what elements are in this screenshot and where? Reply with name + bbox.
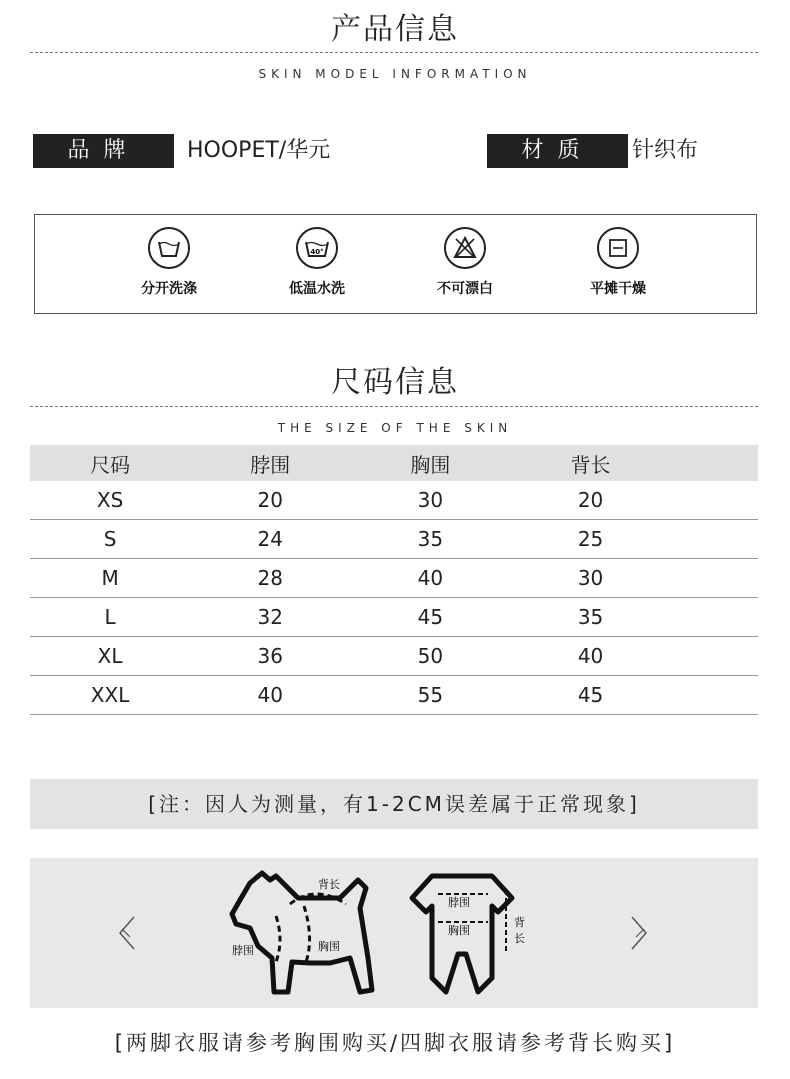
cell-spacer [671,676,758,715]
table-row [30,481,758,520]
svg-text:40°: 40° [310,248,324,256]
svg-text:胸围: 胸围 [318,940,340,953]
cell: 20 [190,481,350,520]
svg-text:背长: 背长 [318,878,340,891]
cell-spacer [671,598,758,637]
chevron-left-icon[interactable] [116,913,140,953]
cell: 55 [350,676,510,715]
cell: 24 [190,520,350,559]
table-row [30,637,758,676]
divider [30,406,758,407]
divider [30,52,758,53]
measurement-diagram [30,858,758,1008]
care-item-no-bleach [405,227,525,298]
table-row [30,598,758,637]
dry-flat-icon [597,227,639,269]
table-row [30,520,758,559]
cell: M [30,559,190,598]
cell-spacer [671,481,758,520]
cell: 20 [510,481,670,520]
cell: 35 [350,520,510,559]
cell: 35 [510,598,670,637]
care-label: 不可漂白 [437,281,493,297]
cell: 36 [190,637,350,676]
brand-value: HOOPET/华元 [187,138,331,163]
care-label: 低温水洗 [289,281,345,297]
chevron-right-icon[interactable] [626,913,650,953]
header-back: 背长 [510,445,670,481]
cell: L [30,598,190,637]
cell: 30 [350,481,510,520]
table-header-row [30,445,758,481]
header-neck: 脖围 [190,445,350,481]
cell: 30 [510,559,670,598]
cell: 40 [190,676,350,715]
cell: XXL [30,676,190,715]
care-label: 平摊干燥 [590,281,646,297]
size-table [30,445,758,715]
cell-spacer [671,637,758,676]
cell: 25 [510,520,670,559]
cell: 32 [190,598,350,637]
material-label: 材质 [487,134,628,168]
cell: 45 [510,676,670,715]
purchase-guide-note: [两脚衣服请参考胸围购买/四脚衣服请参考背长购买] [114,1031,676,1055]
cell: 45 [350,598,510,637]
care-item-dry-flat [558,227,678,298]
header-size: 尺码 [30,445,190,481]
header-chest: 胸围 [350,445,510,481]
svg-text:胸围: 胸围 [448,924,470,937]
svg-text:背: 背 [514,916,525,929]
brand-label: 品牌 [33,134,174,168]
care-instructions [34,214,757,314]
care-label: 分开洗涤 [141,281,197,297]
cell: 50 [350,637,510,676]
table-row [30,676,758,715]
size-info-title: 尺码信息 [331,365,459,400]
no-bleach-icon [444,227,486,269]
cell: XS [30,481,190,520]
product-info-title: 产品信息 [331,12,459,47]
care-item-low-temp [257,227,377,298]
cell-spacer [671,559,758,598]
cell: S [30,520,190,559]
cell: 40 [510,637,670,676]
cell: 28 [190,559,350,598]
pet-clothing-icon [408,858,538,1008]
header-spacer [671,445,758,481]
cell: XL [30,637,190,676]
dog-icon [210,858,390,1008]
measurement-note: [注：因人为测量，有1-2CM误差属于正常现象] [30,779,758,829]
cell: 40 [350,559,510,598]
cell-spacer [671,520,758,559]
size-info-subtitle: THE SIZE OF THE SKIN [277,421,513,435]
wash-40-degree-icon [296,227,338,269]
product-info-subtitle: SKIN MODEL INFORMATION [258,67,532,81]
care-item-wash-separately [109,227,229,298]
svg-text:脖围: 脖围 [448,896,470,909]
wash-basin-icon [148,227,190,269]
material-value: 针织布 [632,138,699,163]
svg-text:脖围: 脖围 [232,944,254,957]
table-row [30,559,758,598]
svg-text:长: 长 [514,932,525,945]
